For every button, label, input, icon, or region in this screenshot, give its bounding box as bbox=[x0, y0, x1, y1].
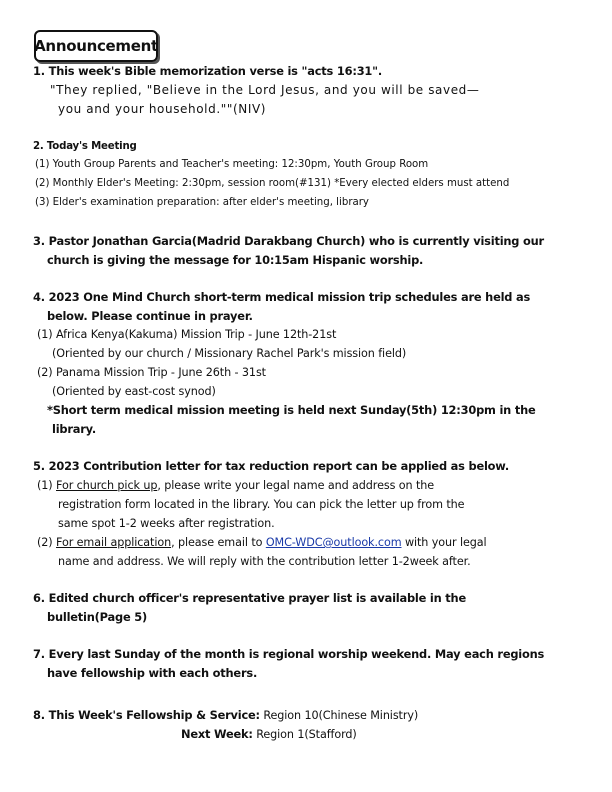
item-4-sub-1: (1) Africa Kenya(Kakuma) Mission Trip - June 12th-21st bbox=[37, 328, 337, 341]
church-pickup-label: For church pick up bbox=[56, 479, 158, 492]
item-2-sub-3: (3) Elder's examination preparation: after elder's meeting, library bbox=[35, 197, 369, 208]
item-4-line-1: 4. 2023 One Mind Church short-term medical mission trip schedules are held as bbox=[33, 290, 531, 304]
item-6-line-1: 6. Edited church officer's representative prayer list is available in the bbox=[33, 591, 466, 605]
item-5-sub-1-line-3: same spot 1-2 weeks after registration. bbox=[58, 517, 275, 530]
item-7-line-2: have fellowship with each others. bbox=[47, 666, 258, 680]
item-8-line-1 bbox=[33, 706, 418, 722]
item-3-line-1: 3. Pastor Jonathan Garcia(Madrid Darakbang Church) who is currently visiting our bbox=[33, 234, 544, 248]
page-title: Announcement bbox=[34, 37, 158, 55]
item-5-sub-1-line-2: registration form located in the library. You can pick the letter up from the bbox=[58, 498, 465, 511]
email-application-label: For email application bbox=[56, 536, 172, 549]
item-4-sub-2-note: (Oriented by east-cost synod) bbox=[52, 385, 216, 398]
announcement-badge bbox=[34, 30, 158, 62]
item-4-meeting-note-1: *Short term medical mission meeting is held next Sunday(5th) 12:30pm in the bbox=[47, 403, 536, 417]
item-2-title: 2. Today's Meeting bbox=[33, 141, 137, 152]
item-2-sub-1: (1) Youth Group Parents and Teacher's meeting: 12:30pm, Youth Group Room bbox=[35, 159, 429, 170]
item-7-line-1: 7. Every last Sunday of the month is regional worship weekend. May each regions bbox=[33, 647, 545, 661]
item-2-sub-2: (2) Monthly Elder's Meeting: 2:30pm, session room(#131) *Every elected elders must attend bbox=[35, 178, 510, 189]
next-week-label: Next Week: bbox=[181, 727, 253, 741]
item-4-sub-2: (2) Panama Mission Trip - June 26th - 31st bbox=[37, 366, 266, 379]
item-5-sub-2 bbox=[37, 537, 487, 548]
fellowship-label: 8. This Week's Fellowship & Service: bbox=[33, 708, 260, 722]
item-5-sub-2-line-2: name and address. We will reply with the contribution letter 1-2week after. bbox=[58, 555, 471, 568]
item-5-sub-2-tail: with your legal bbox=[401, 536, 487, 549]
item-5-sub-2-text: , please email to bbox=[171, 536, 266, 549]
item-1-line-1: 1. This week's Bible memorization verse is "acts 16:31". bbox=[33, 64, 383, 78]
email-link[interactable]: OMC-WDC@outlook.com bbox=[265, 536, 402, 549]
item-3-line-2: church is giving the message for 10:15am Hispanic worship. bbox=[47, 253, 424, 267]
item-4-line-2: below. Please continue in prayer. bbox=[47, 309, 253, 323]
item-1-verse-line-1: "They replied, "Believe in the Lord Jesus, and you will be saved— bbox=[50, 83, 480, 97]
item-4-meeting-note-2: library. bbox=[52, 422, 96, 436]
item-5-sub-1-prefix: (1) bbox=[37, 479, 57, 492]
item-5-sub-1 bbox=[37, 480, 434, 491]
next-week-value: Region 1(Stafford) bbox=[252, 728, 357, 741]
item-6-line-2: bulletin(Page 5) bbox=[47, 610, 147, 624]
item-8-line-2 bbox=[181, 725, 357, 741]
item-5-sub-1-text: , please write your legal name and address on the bbox=[157, 479, 435, 492]
item-5-sub-2-prefix: (2) bbox=[37, 536, 57, 549]
item-5-line-1: 5. 2023 Contribution letter for tax reduction report can be applied as below. bbox=[33, 459, 510, 473]
item-1-verse-line-2: you and your household.""(NIV) bbox=[58, 102, 267, 116]
fellowship-value: Region 10(Chinese Ministry) bbox=[259, 709, 419, 722]
item-4-sub-1-note: (Oriented by our church / Missionary Rachel Park's mission field) bbox=[52, 347, 407, 360]
